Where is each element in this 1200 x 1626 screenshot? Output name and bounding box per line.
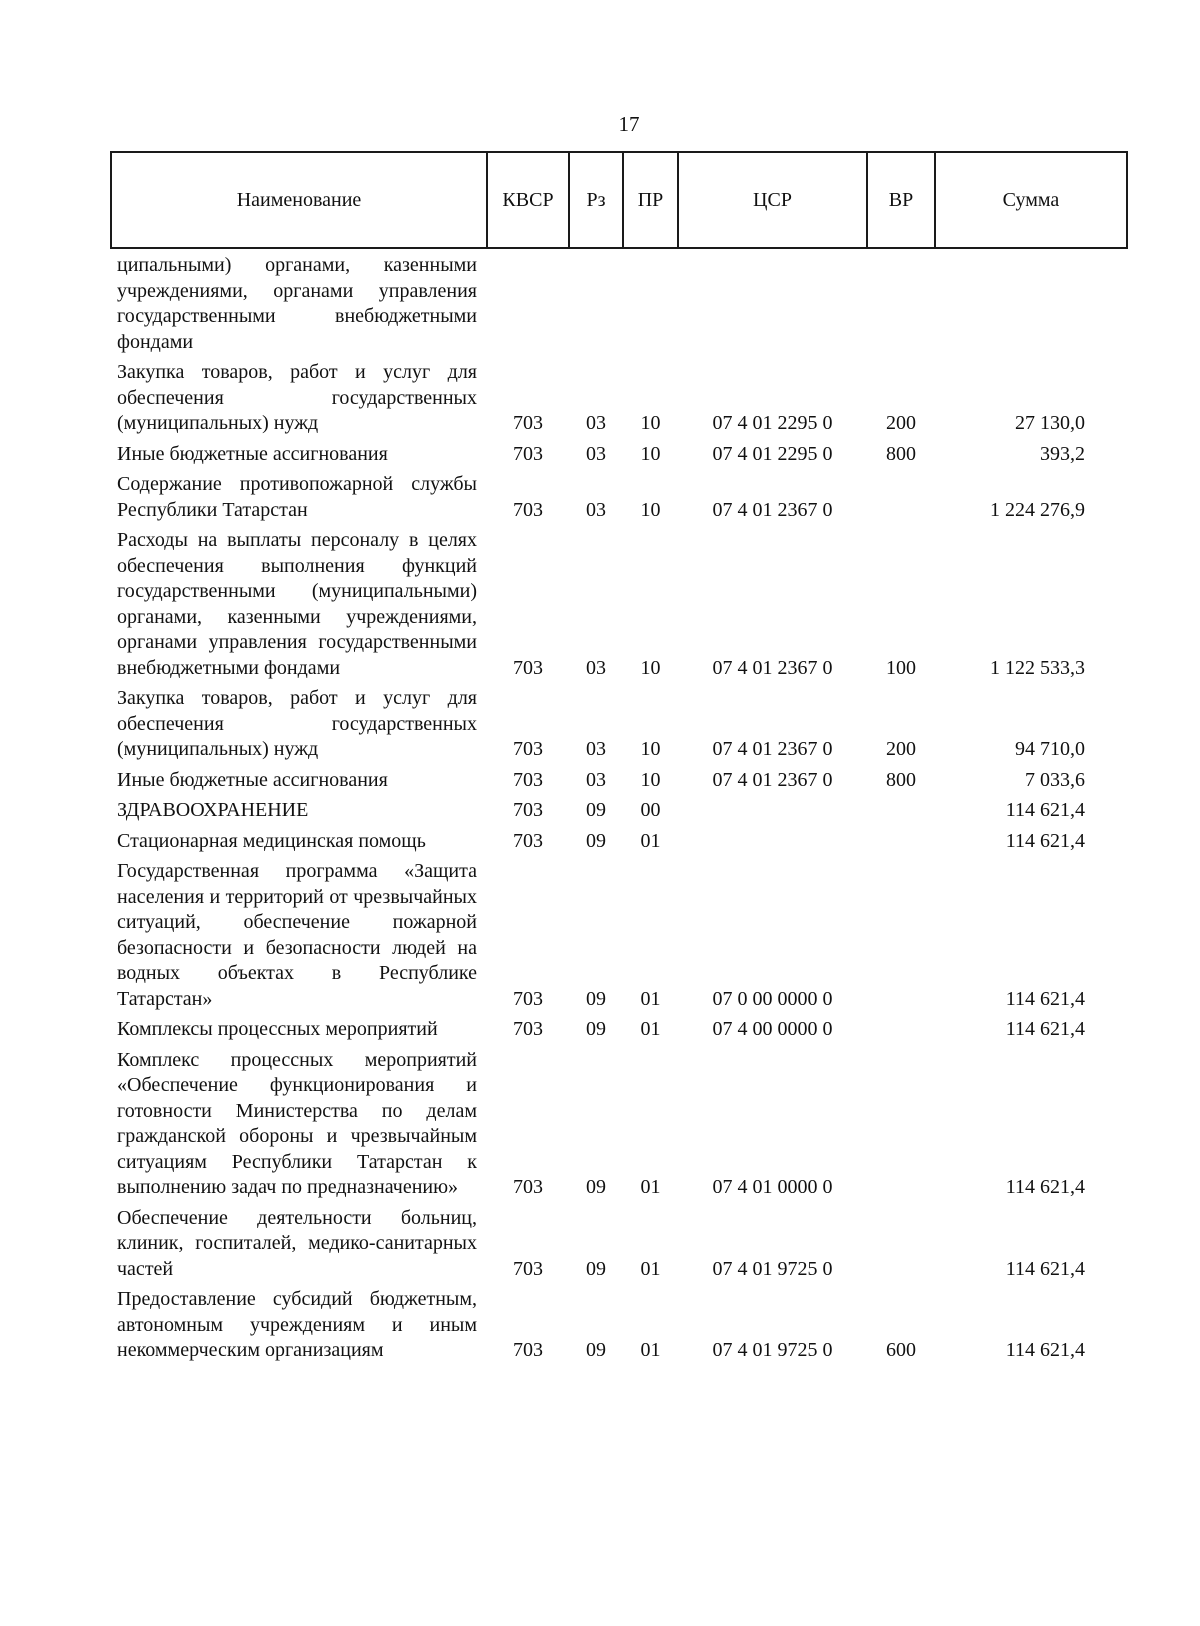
cell-sum: 114 621,4: [1005, 1339, 1085, 1361]
cell-vr: 200: [886, 738, 916, 760]
cell-pr: 01: [640, 1257, 661, 1280]
table-row: [111, 1048, 1127, 1206]
cell-pr: 01: [640, 1176, 661, 1198]
cell-csr: 07 0 00 0000 0: [712, 987, 833, 1010]
cell-sum: 27 130,0: [1015, 412, 1085, 434]
cell-csr: 07 4 01 2367 0: [712, 738, 833, 760]
cell-name: Закупка товаров, работ и услуг для обеспечения государственных (муниципальных) нужд: [117, 361, 477, 434]
cell-pr: 10: [640, 738, 661, 760]
table-row: [111, 360, 1127, 442]
cell-name: Государственная программа «Защита населения и территорий от чрезвычайных ситуаций, обеспечение пожарной безопасности и безопасности людей на водных объектах в Республике Татарстан»: [117, 860, 477, 1010]
cell-csr: 07 4 01 2367 0: [712, 768, 833, 791]
cell-kvsr: 703: [513, 1176, 543, 1198]
cell-sum: 114 621,4: [1005, 829, 1085, 852]
cell-sum: 114 621,4: [1005, 1018, 1085, 1040]
cell-pr: 01: [640, 1018, 661, 1040]
cell-pr: [623, 248, 678, 360]
table-row: [111, 829, 1127, 860]
cell-csr: 07 4 01 9725 0: [712, 1339, 833, 1361]
cell-vr: 600: [886, 1339, 916, 1361]
header-pr: ПР: [623, 152, 678, 248]
cell-csr: 07 4 01 9725 0: [712, 1257, 833, 1280]
cell-sum: 114 621,4: [1005, 1176, 1085, 1198]
cell-sum: 114 621,4: [1005, 1257, 1085, 1280]
cell-rz: 03: [586, 738, 606, 760]
cell-rz: 09: [586, 1257, 606, 1280]
budget-table: [110, 151, 1128, 1369]
cell-csr: 07 4 01 2295 0: [712, 412, 833, 434]
cell-rz: 03: [586, 442, 606, 465]
cell-vr: [867, 1048, 935, 1206]
cell-vr: [867, 1017, 935, 1048]
cell-name: Комплекс процессных мероприятий «Обеспечение функционирования и готовности Министерства по делам гражданской обороны и чрезвычайным ситуациям Республики Татарстан к выполнению задач по предназначению»: [117, 1048, 477, 1198]
cell-kvsr: 703: [513, 987, 543, 1010]
cell-kvsr: 703: [513, 412, 543, 434]
header-vr: ВР: [867, 152, 935, 248]
table-header-row: [111, 152, 1127, 248]
cell-sum: 114 621,4: [1005, 799, 1085, 821]
page-number: 17: [618, 112, 640, 136]
cell-vr: [867, 798, 935, 829]
cell-name: Иные бюджетные ассигнования: [117, 442, 388, 465]
table-row: [111, 798, 1127, 829]
cell-rz: 09: [586, 829, 606, 852]
table-row: [111, 528, 1127, 686]
cell-rz: 09: [586, 987, 606, 1010]
cell-vr: 200: [886, 412, 916, 434]
cell-pr: 10: [640, 442, 661, 465]
table-row: [111, 248, 1127, 360]
cell-vr: 800: [886, 768, 916, 791]
cell-kvsr: 703: [513, 1018, 543, 1040]
cell-name: ЗДРАВООХРАНЕНИЕ: [117, 799, 309, 821]
header-kvsr: КВСР: [487, 152, 569, 248]
cell-name: Предоставление субсидий бюджетным, автономным учреждениям и иным некоммерческим организациям: [117, 1288, 477, 1361]
cell-vr: [867, 1206, 935, 1288]
cell-kvsr: 703: [513, 442, 543, 465]
cell-name: Комплексы процессных мероприятий: [117, 1018, 438, 1040]
cell-kvsr: 703: [513, 768, 543, 791]
table-body: [111, 248, 1127, 1369]
cell-pr: 10: [640, 412, 661, 434]
cell-sum: 114 621,4: [1005, 987, 1085, 1010]
table-row: [111, 1206, 1127, 1288]
cell-sum: 393,2: [1040, 442, 1085, 465]
cell-name: Стационарная медицинская помощь: [117, 829, 426, 852]
cell-pr: 01: [640, 987, 661, 1010]
cell-vr: 800: [886, 442, 916, 465]
cell-pr: 10: [640, 498, 661, 521]
cell-sum: 1 224 276,9: [990, 498, 1085, 521]
table-row: [111, 472, 1127, 528]
cell-pr: 10: [640, 656, 661, 679]
cell-pr: 10: [640, 768, 661, 791]
cell-name: Иные бюджетные ассигнования: [117, 768, 388, 791]
cell-csr: [678, 829, 867, 860]
cell-rz: 09: [586, 1176, 606, 1198]
cell-vr: [867, 859, 935, 1017]
cell-csr: 07 4 00 0000 0: [712, 1018, 833, 1040]
cell-pr: 00: [640, 799, 661, 821]
cell-csr: 07 4 01 2295 0: [712, 442, 833, 465]
cell-rz: 03: [586, 656, 606, 679]
cell-csr: 07 4 01 2367 0: [712, 498, 833, 521]
cell-name: Закупка товаров, работ и услуг для обеспечения государственных (муниципальных) нужд: [117, 687, 477, 760]
table-row: [111, 1287, 1127, 1369]
cell-kvsr: 703: [513, 799, 543, 821]
cell-sum: 94 710,0: [1015, 738, 1085, 760]
cell-name: Обеспечение деятельности больниц, клиник, госпиталей, медико-санитарных частей: [117, 1206, 477, 1280]
table-row: [111, 859, 1127, 1017]
cell-rz: 09: [586, 1339, 606, 1361]
cell-rz: 03: [586, 498, 606, 521]
cell-kvsr: 703: [513, 498, 543, 521]
cell-rz: 03: [586, 412, 606, 434]
cell-csr: 07 4 01 0000 0: [712, 1176, 833, 1198]
cell-vr: [867, 248, 935, 360]
cell-rz: 09: [586, 1018, 606, 1040]
cell-name: Расходы на выплаты персоналу в целях обеспечения выполнения функций государственными (муниципальными) органами, казенными учреждениями, органами управления государственными внебюджетными фондами: [117, 529, 477, 679]
cell-kvsr: 703: [513, 738, 543, 760]
cell-vr: [867, 829, 935, 860]
header-name: Наименование: [111, 152, 487, 248]
cell-name: ципальными) органами, казенными учреждениями, органами управления государственными внебюджетными фондами: [117, 254, 477, 353]
cell-vr: 100: [886, 656, 916, 679]
cell-name: Содержание противопожарной службы Республики Татарстан: [117, 473, 477, 521]
table-row: [111, 442, 1127, 473]
table-row: [111, 768, 1127, 799]
cell-kvsr: 703: [513, 829, 543, 852]
cell-sum: [935, 248, 1127, 360]
cell-rz: [569, 248, 623, 360]
header-rz: Рз: [569, 152, 623, 248]
cell-kvsr: [487, 248, 569, 360]
header-sum: Сумма: [935, 152, 1127, 248]
cell-kvsr: 703: [513, 1257, 543, 1280]
cell-sum: 7 033,6: [1025, 768, 1085, 791]
cell-pr: 01: [640, 829, 661, 852]
cell-csr: 07 4 01 2367 0: [712, 656, 833, 679]
cell-kvsr: 703: [513, 1339, 543, 1361]
table-row: [111, 686, 1127, 768]
cell-rz: 03: [586, 768, 606, 791]
cell-kvsr: 703: [513, 656, 543, 679]
cell-pr: 01: [640, 1339, 661, 1361]
cell-rz: 09: [586, 799, 606, 821]
cell-vr: [867, 472, 935, 528]
table-row: [111, 1017, 1127, 1048]
header-csr: ЦСР: [678, 152, 867, 248]
cell-sum: 1 122 533,3: [990, 656, 1085, 679]
cell-csr: [678, 248, 867, 360]
cell-csr: [678, 798, 867, 829]
